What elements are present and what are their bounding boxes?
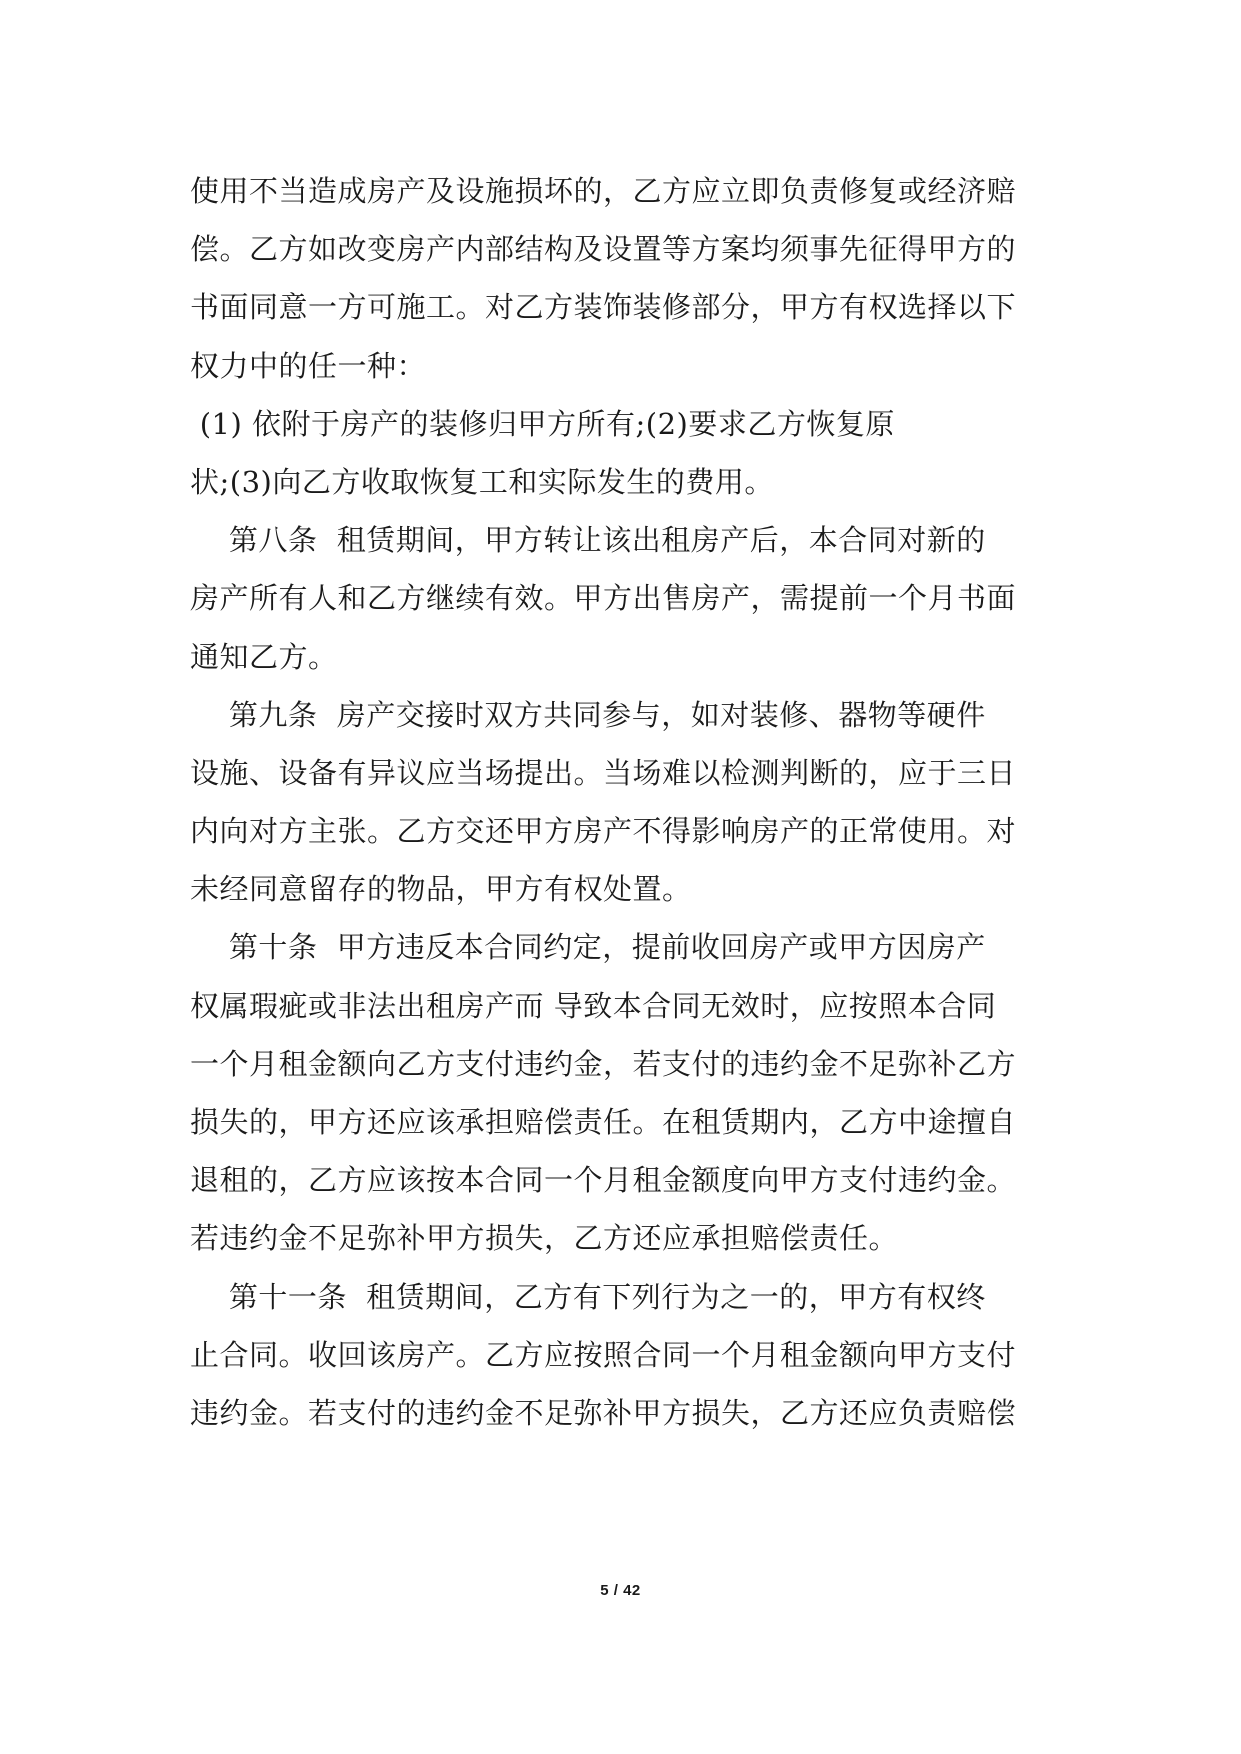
- text-line: 第十条 甲方违反本合同约定，提前收回房产或甲方因房产: [190, 930, 986, 965]
- text-line: 内向对方主张。乙方交还甲方房产不得影响房产的正常使用。对: [190, 814, 1017, 849]
- text-line: 权属瑕疵或非法出租房产而 导致本合同无效时，应按照本合同: [190, 988, 997, 1023]
- text-line: 偿。乙方如改变房产内部结构及设置等方案均须事先征得甲方的: [190, 232, 1017, 267]
- text-line: 权力中的任一种：: [190, 348, 427, 383]
- text-line: 退租的，乙方应该按本合同一个月租金额度向甲方支付违约金。: [190, 1163, 1017, 1198]
- text-line: 房产所有人和乙方继续有效。甲方出售房产，需提前一个月书面: [190, 581, 1017, 616]
- text-line: 第九条 房产交接时双方共同参与，如对装修、器物等硬件: [190, 697, 986, 732]
- text-line: 书面同意一方可施工。对乙方装饰装修部分，甲方有权选择以下: [190, 290, 1017, 325]
- text-line: 通知乙方。: [190, 639, 338, 674]
- page-number: 5 / 42: [600, 1582, 641, 1599]
- text-line: 第八条 租赁期间，甲方转让该出租房产后，本合同对新的: [190, 523, 986, 558]
- text-line: (1) 依附于房产的装修归甲方所有;(2)要求乙方恢复原: [190, 406, 895, 441]
- text-line: 第十一条 租赁期间，乙方有下列行为之一的，甲方有权终: [190, 1279, 986, 1314]
- text-line: 违约金。若支付的违约金不足弥补甲方损失，乙方还应负责赔偿: [190, 1395, 1017, 1430]
- text-line: 使用不当造成房产及设施损坏的，乙方应立即负责修复或经济赔: [190, 174, 1017, 208]
- body-text: [190, 162, 1070, 1442]
- text-line: 状;(3)向乙方收取恢复工和实际发生的费用。: [190, 464, 774, 499]
- text-line: 未经同意留存的物品，甲方有权处置。: [190, 872, 692, 907]
- text-line: 止合同。收回该房产。乙方应按照合同一个月租金额向甲方支付: [190, 1337, 1017, 1372]
- text-line: 损失的，甲方还应该承担赔偿责任。在租赁期内，乙方中途擅自: [190, 1105, 1017, 1139]
- text-line: 若违约金不足弥补甲方损失，乙方还应承担赔偿责任。: [190, 1221, 899, 1256]
- text-line: 设施、设备有异议应当场提出。当场难以检测判断的，应于三日: [190, 755, 1017, 790]
- text-line: 一个月租金额向乙方支付违约金，若支付的违约金不足弥补乙方: [190, 1046, 1017, 1081]
